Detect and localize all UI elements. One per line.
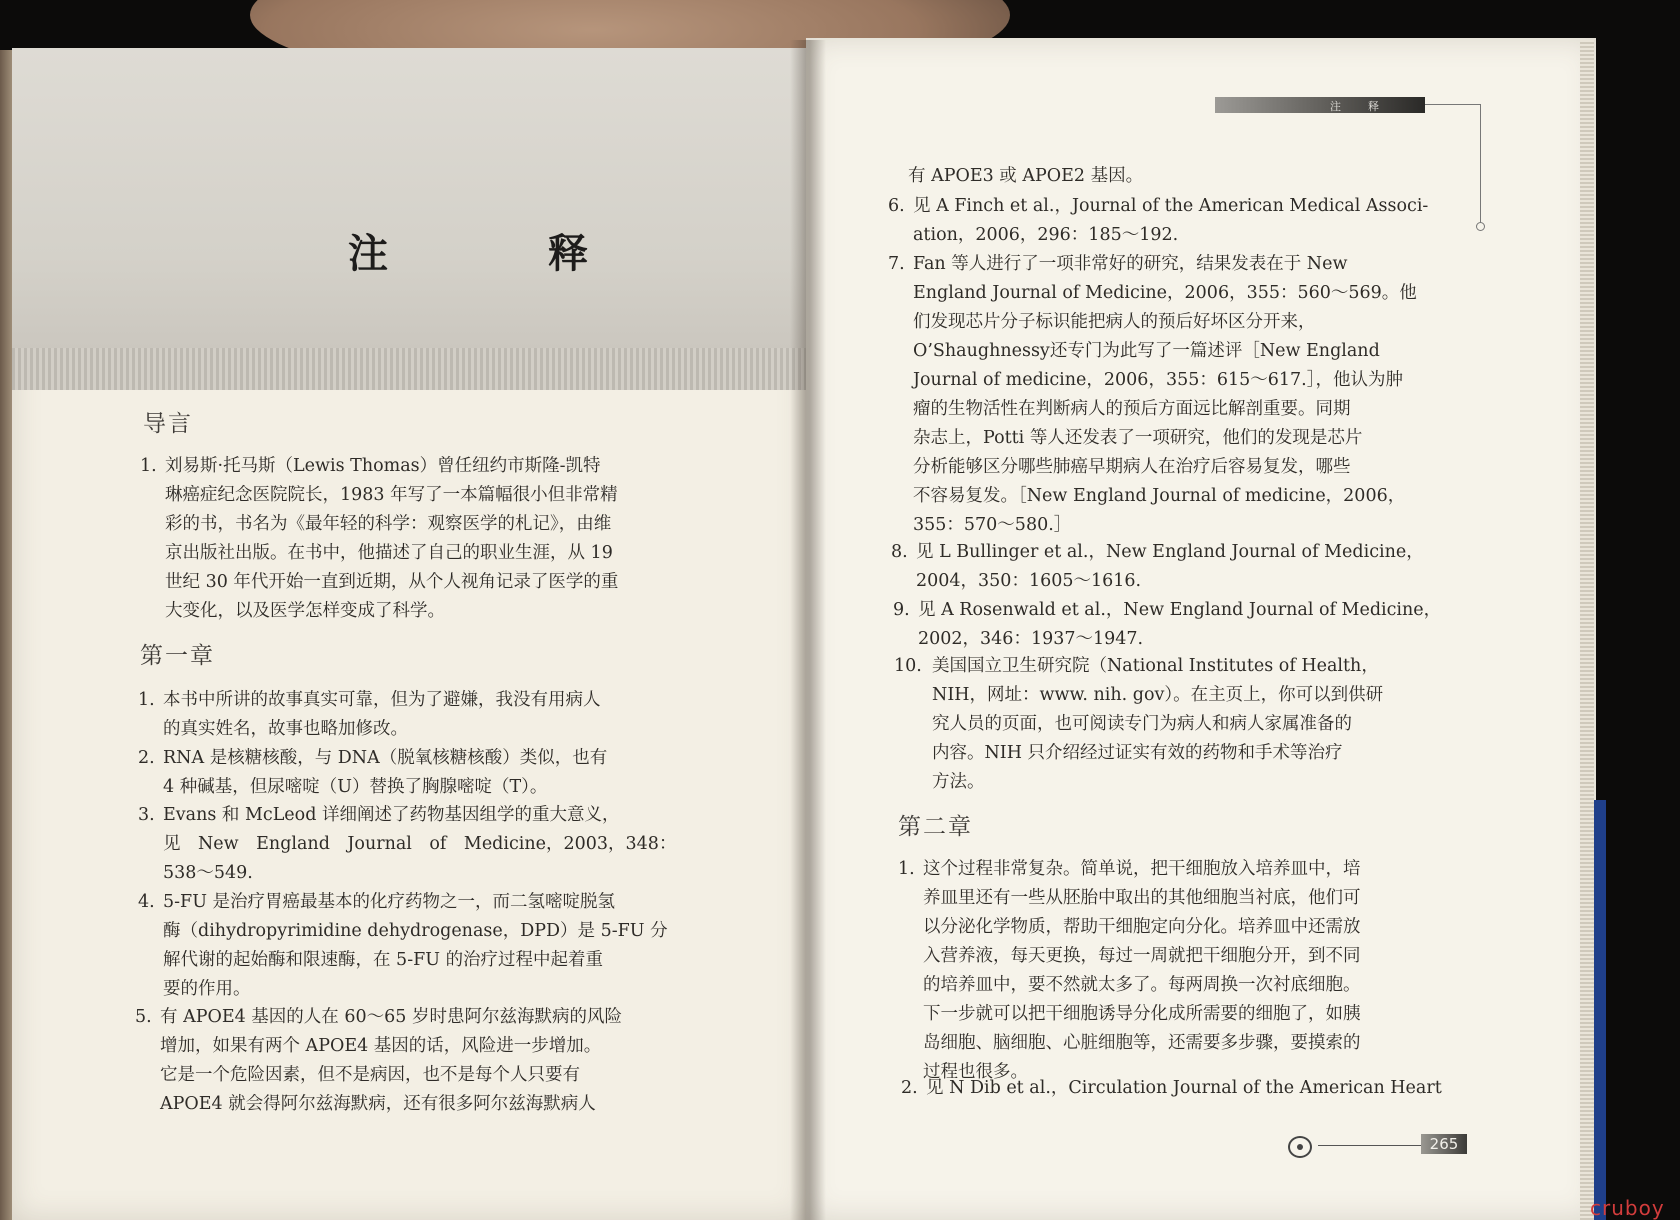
note-line: NIH，网址：www. nih. gov）。在主页上，你可以到供研	[932, 685, 1384, 705]
cover-edge	[1594, 800, 1606, 1220]
note-line: 有 APOE3 或 APOE2 基因。	[908, 166, 1144, 186]
note-line: 有 APOE4 基因的人在 60～65 岁时患阿尔兹海默病的风险	[160, 1007, 622, 1027]
note-line: 见 New England Journal of Medicine，2003，348：	[163, 834, 677, 854]
note-number: 3.	[138, 805, 155, 825]
note-number: 4.	[138, 892, 155, 912]
note-ch1-3	[138, 801, 703, 888]
note-line: Fan 等人进行了一项非常好的研究，结果发表在于 New	[913, 254, 1348, 274]
note-8	[891, 538, 1451, 596]
note-line: 538～549.	[163, 863, 253, 883]
note-line: RNA 是核糖核酸，与 DNA（脱氧核糖核酸）类似，也有	[163, 748, 608, 768]
note-line: 养皿里还有一些从胚胎中取出的其他细胞当衬底，他们可	[923, 888, 1361, 908]
note-number: 10.	[894, 656, 922, 676]
note-line: 不容易复发。［New England Journal of medicine，2006，	[913, 486, 1406, 506]
note-intro-1	[140, 452, 700, 626]
note-line: 增加，如果有两个 APOE4 基因的话，风险进一步增加。	[160, 1036, 602, 1056]
note-line: 的真实姓名，故事也略加修改。	[163, 719, 408, 739]
note-line: 彩的书，书名为《最年轻的科学：观察医学的札记》，由维	[165, 514, 612, 534]
note-line: 杂志上，Potti 等人还发表了一项研究，他们的发现是芯片	[913, 428, 1363, 448]
header-rule-vertical	[1480, 104, 1481, 224]
note-line: 京出版社出版。在书中，他描述了自己的职业生涯，从 19	[165, 543, 613, 563]
note-line: 它是一个危险因素，但不是病因，也不是每个人只要有	[160, 1065, 580, 1085]
note-line: 刘易斯·托马斯（Lewis Thomas）曾任纽约市斯隆-凯特	[165, 456, 601, 476]
note-line: 5-FU 是治疗胃癌最基本的化疗药物之一，而二氢嘧啶脱氢	[163, 892, 615, 912]
note-line: 究人员的页面，也可阅读专门为病人和病人家属准备的	[932, 714, 1352, 734]
note-line: Evans 和 McLeod 详细阐述了药物基因组学的重大意义，	[163, 805, 620, 825]
note-ch2-2	[901, 1074, 1466, 1103]
page-edges	[1580, 40, 1594, 1220]
section-heading-ch2: 第二章	[898, 814, 973, 840]
note-line: O’Shaughnessy还专门为此写了一篇述评［New England	[913, 341, 1380, 361]
note-line: ation，2006，296：185～192.	[913, 225, 1179, 245]
note-number: 6.	[888, 196, 905, 216]
note-ch1-4	[138, 888, 703, 1004]
note-line: 世纪 30 年代开始一直到近期，从个人视角记录了医学的重	[165, 572, 619, 592]
note-line: 2002，346：1937～1947.	[918, 629, 1144, 649]
note-ch1-2	[138, 744, 703, 802]
note-line: 酶（dihydropyrimidine dehydrogenase，DPD）是 5-FU 分	[163, 921, 668, 941]
note-line: England Journal of Medicine，2006，355：560～569。他	[913, 283, 1417, 303]
note-line: 美国国立卫生研究院（National Institutes of Health，	[932, 656, 1379, 676]
note-line: 琳癌症纪念医院院长，1983 年写了一本篇幅很小但非常精	[165, 485, 618, 505]
note-number: 7.	[888, 254, 905, 274]
running-header: 注 释	[1330, 100, 1387, 113]
section-heading-ch1: 第一章	[140, 643, 215, 669]
note-7	[888, 250, 1448, 540]
note-line: 2004，350：1605～1616.	[916, 571, 1142, 591]
note-line: 本书中所讲的故事真实可靠，但为了避嫌，我没有用病人	[163, 690, 601, 710]
note-line: 355：570～580.］	[913, 515, 1072, 535]
note-ch1-1	[138, 686, 703, 744]
note-line: 大变化，以及医学怎样变成了科学。	[165, 601, 445, 621]
note-line: 的培养皿中，要不然就太多了。每两周换一次衬底细胞。	[923, 975, 1361, 995]
note-number: 8.	[891, 542, 908, 562]
note-number: 9.	[893, 600, 910, 620]
note-line: 方法。	[932, 772, 985, 792]
header-rule-dot	[1476, 222, 1485, 231]
page-ornament-icon	[1288, 1136, 1312, 1158]
page-number: 265	[1421, 1134, 1467, 1154]
note-line: 分析能够区分哪些肺癌早期病人在治疗后容易复发，哪些	[913, 457, 1351, 477]
note-line: 见 A Finch et al.，Journal of the American Medical Associ-	[913, 196, 1429, 216]
page-title: 注 释	[348, 231, 648, 277]
note-line: 瘤的生物活性在判断病人的预后方面远比解剖重要。同期	[913, 399, 1351, 419]
note-line: 要的作用。	[163, 979, 251, 999]
note-9	[893, 596, 1453, 654]
note-line: 4 种碱基，但尿嘧啶（U）替换了胸腺嘧啶（T）。	[163, 777, 548, 797]
note-line: 们发现芯片分子标识能把病人的预后好坏区分开来，	[913, 312, 1316, 332]
section-heading-intro: 导言	[143, 411, 193, 437]
note-line: 见 L Bullinger et al.，New England Journal of Medicine，	[916, 542, 1424, 562]
note-line: 见 N Dib et al.，Circulation Journal of the American Heart	[926, 1078, 1442, 1098]
note-line: 这个过程非常复杂。简单说，把干细胞放入培养皿中，培	[923, 859, 1361, 879]
note-number: 1.	[138, 690, 155, 710]
note-line: APOE4 就会得阿尔兹海默病，还有很多阿尔兹海默病人	[160, 1094, 596, 1114]
note-line: 解代谢的起始酶和限速酶，在 5-FU 的治疗过程中起着重	[163, 950, 604, 970]
watermark: cruboy	[1590, 1196, 1665, 1220]
note-line: 内容。NIH 只介绍经过证实有效的药物和手术等治疗	[932, 743, 1343, 763]
note-line: 过程也很多。	[923, 1062, 1028, 1082]
note-number: 2.	[138, 748, 155, 768]
note-line: 以分泌化学物质，帮助干细胞定向分化。培养皿中还需放	[923, 917, 1361, 937]
note-10	[894, 652, 1452, 797]
footer-rule	[1318, 1145, 1422, 1146]
title-band-stripe	[12, 348, 806, 390]
title-band	[12, 48, 806, 348]
note-line: 入营养液，每天更换，每过一周就把干细胞分开，到不同	[923, 946, 1361, 966]
note-ch1-5	[135, 1003, 705, 1119]
note-number: 1.	[898, 859, 915, 879]
note-line: 见 A Rosenwald et al.，New England Journal of Medicine，	[918, 600, 1442, 620]
note-6	[888, 192, 1448, 250]
note-number: 1.	[140, 456, 157, 476]
note-line: 岛细胞、脑细胞、心脏细胞等，还需要多步骤，要摸索的	[923, 1033, 1361, 1053]
note-number: 2.	[901, 1078, 918, 1098]
continued-line	[908, 162, 1428, 191]
note-line: 下一步就可以把干细胞诱导分化成所需要的细胞了，如胰	[923, 1004, 1361, 1024]
note-ch2-1	[898, 855, 1463, 1087]
note-line: Journal of medicine，2006，355：615～617.］，他认为肿	[913, 370, 1403, 390]
running-header-bar	[1215, 97, 1425, 113]
note-number: 5.	[135, 1007, 152, 1027]
